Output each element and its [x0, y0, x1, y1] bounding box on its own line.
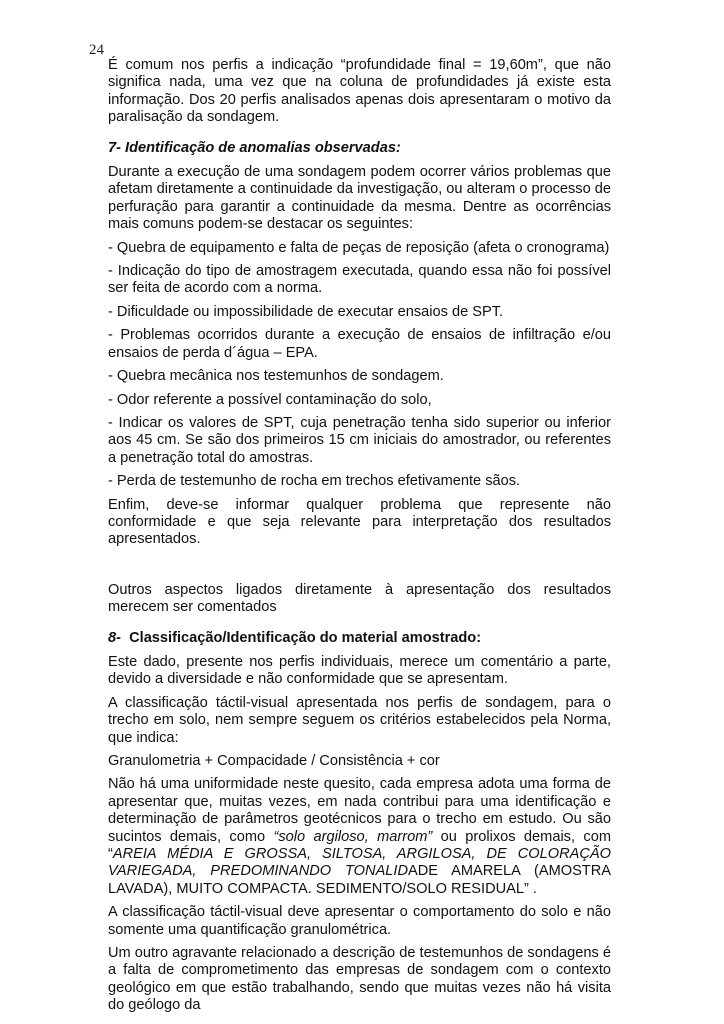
anomaly-item: - Odor referente a possível contaminação do solo,	[108, 391, 432, 408]
section-7-closing: Enfim, deve-se informar qualquer problema que represente não conformidade e que seja relevante para interpretação dos resultados apresentados.	[108, 496, 611, 548]
section-7-intro: Durante a execução de uma sondagem podem ocorrer vários problemas que afetam diretamente a continuidade da investigação, ou alteram o processo de perfuração para garantir a continuidade da mesma. Dentre as ocorrências mais comuns podem-se destacar os seguintes:	[108, 164, 611, 233]
anomaly-item: - Quebra mecânica nos testemunhos de sondagem.	[108, 368, 444, 385]
anomaly-item: - Indicar os valores de SPT, cuja penetração tenha sido superior ou inferior aos 45 cm. Se são dos primeiros 15 cm iniciais do amostrador, ou referentes a penetração total do amostras.	[108, 414, 611, 466]
example-verbose-rest: ADE AMARELA (AMOSTRA LAVADA), MUITO COMPACTA. SEDIMENTO/SOLO RESIDUAL” .	[108, 863, 611, 897]
classification-formula: Granulometria + Compacidade / Consistência + cor	[108, 753, 440, 769]
section-7-heading: 7- Identificação de anomalias observadas:	[108, 139, 401, 156]
p3-mid: ou prolixos demais, com “	[108, 828, 611, 863]
section-8-paragraph-1: Este dado, presente nos perfis individuais, merece um comentário a parte, devido a diversidade e não conformidade que se apresentam.	[108, 653, 611, 688]
section-8-title: Classificação/Identificação do material amostrado:	[129, 629, 482, 646]
anomaly-item: - Perda de testemunho de rocha em trechos efetivamente sãos.	[108, 473, 521, 490]
anomaly-item: - Problemas ocorridos durante a execução de ensaios de infiltração e/ou ensaios de perda d´água – EPA.	[108, 327, 611, 361]
spacer	[108, 555, 611, 582]
example-verbose-italic: AREIA MÉDIA E GROSSA, SILTOSA, ARGILOSA, DE COLORAÇÃO VARIEGADA, PREDOMINANDO TONALID	[108, 846, 611, 880]
anomaly-item: - Indicação do tipo de amostragem executada, quando essa não foi possível ser feita de acordo com a norma.	[108, 263, 611, 297]
example-succinct: “solo argiloso, marrom”	[273, 828, 433, 845]
section-8-paragraph-4: A classificação táctil-visual deve apresentar o comportamento do solo e não somente uma quantificação granulométrica.	[108, 904, 611, 938]
section-8-paragraph-2: A classificação táctil-visual apresentada nos perfis de sondagem, para o trecho em solo, nem sempre seguem os critérios estabelecidos pela Norma, que indica:	[108, 694, 611, 746]
p3-start: Não há uma uniformidade neste quesito, cada empresa adota uma forma de apresentar que, muitas vezes, em nada contribui para uma identificação e determinação de parâmetros geotécnicos para o trecho em estudo. Ou são sucintos demais, como	[108, 776, 611, 845]
document-body	[108, 57, 611, 1021]
anomaly-item: - Quebra de equipamento e falta de peças de reposição (afeta o cronograma)	[108, 239, 610, 256]
section-8-heading	[108, 630, 611, 647]
section-8-paragraph-3	[108, 776, 611, 898]
section-8-paragraph-5: Um outro agravante relacionado a descrição de testemunhos de sondagens é a falta de comprometimento das empresas de sondagem com o contexto geológico em que estão trabalhando, sendo que muitas vezes não há visita do geólogo da	[108, 945, 611, 1014]
anomaly-item: - Dificuldade ou impossibilidade de executar ensaios de SPT.	[108, 303, 504, 320]
intro-paragraph: É comum nos perfis a indicação “profundidade final = 19,60m”, que não significa nada, uma vez que na coluna de profundidades já existe esta informação. Dos 20 perfis analisados apenas dois apresentaram o motivo da paralisação da sondagem.	[108, 57, 611, 126]
section-8-number: 8-	[108, 629, 121, 646]
page-number: 24	[89, 42, 104, 58]
transition-paragraph: Outros aspectos ligados diretamente à apresentação dos resultados merecem ser comentados	[108, 581, 611, 616]
